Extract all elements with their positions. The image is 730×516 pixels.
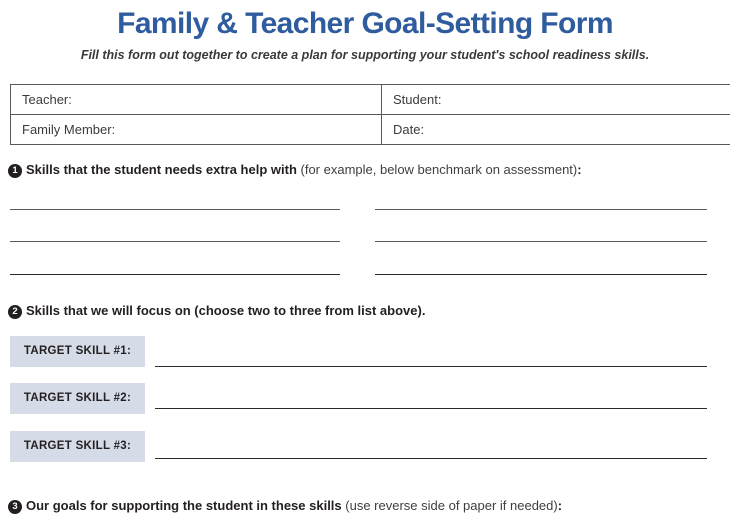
target-skill-1-label: TARGET SKILL #1: [10,336,145,367]
section-3-heading [8,497,562,514]
section-2-bold-text: Skills that we will focus on (choose two to three from list above). [26,303,426,318]
target-skill-2-input-line[interactable] [155,408,707,409]
section-number-badge-3: 3 [8,500,22,514]
section-3-colon: : [557,498,563,513]
skill-blank-line-left-1[interactable] [10,209,340,210]
target-skill-3-label: TARGET SKILL #3: [10,431,145,462]
date-field[interactable]: Date: [382,115,730,145]
section-3-bold-text: Our goals for supporting the student in these skills [26,498,342,513]
student-field[interactable]: Student: [382,85,730,115]
section-2-heading [8,302,425,319]
skill-blank-line-left-3[interactable] [10,274,340,275]
section-1-heading [8,161,582,178]
target-skill-3-input-line[interactable] [155,458,707,459]
target-skill-1-input-line[interactable] [155,366,707,367]
section-1-bold-text: Skills that the student needs extra help with [26,162,297,177]
section-1-regular-text: (for example, below benchmark on assessment) [296,162,578,177]
table-row [11,85,730,115]
page-subtitle: Fill this form out together to create a plan for supporting your student's school readiness skills. [80,48,650,62]
family-member-field[interactable]: Family Member: [11,115,382,145]
page-title: Family & Teacher Goal-Setting Form [117,7,613,40]
section-3-regular-text: (use reverse side of paper if needed) [341,498,558,513]
participant-info-table [10,84,730,145]
section-number-badge-2: 2 [8,305,22,319]
skill-blank-line-right-3[interactable] [375,274,707,275]
skill-blank-line-right-1[interactable] [375,209,707,210]
skill-blank-line-left-2[interactable] [10,241,340,242]
section-1-colon: : [577,162,582,177]
skill-blank-line-right-2[interactable] [375,241,707,242]
teacher-field[interactable]: Teacher: [11,85,382,115]
table-row [11,115,730,145]
section-number-badge-1: 1 [8,164,22,178]
target-skill-2-label: TARGET SKILL #2: [10,383,145,414]
